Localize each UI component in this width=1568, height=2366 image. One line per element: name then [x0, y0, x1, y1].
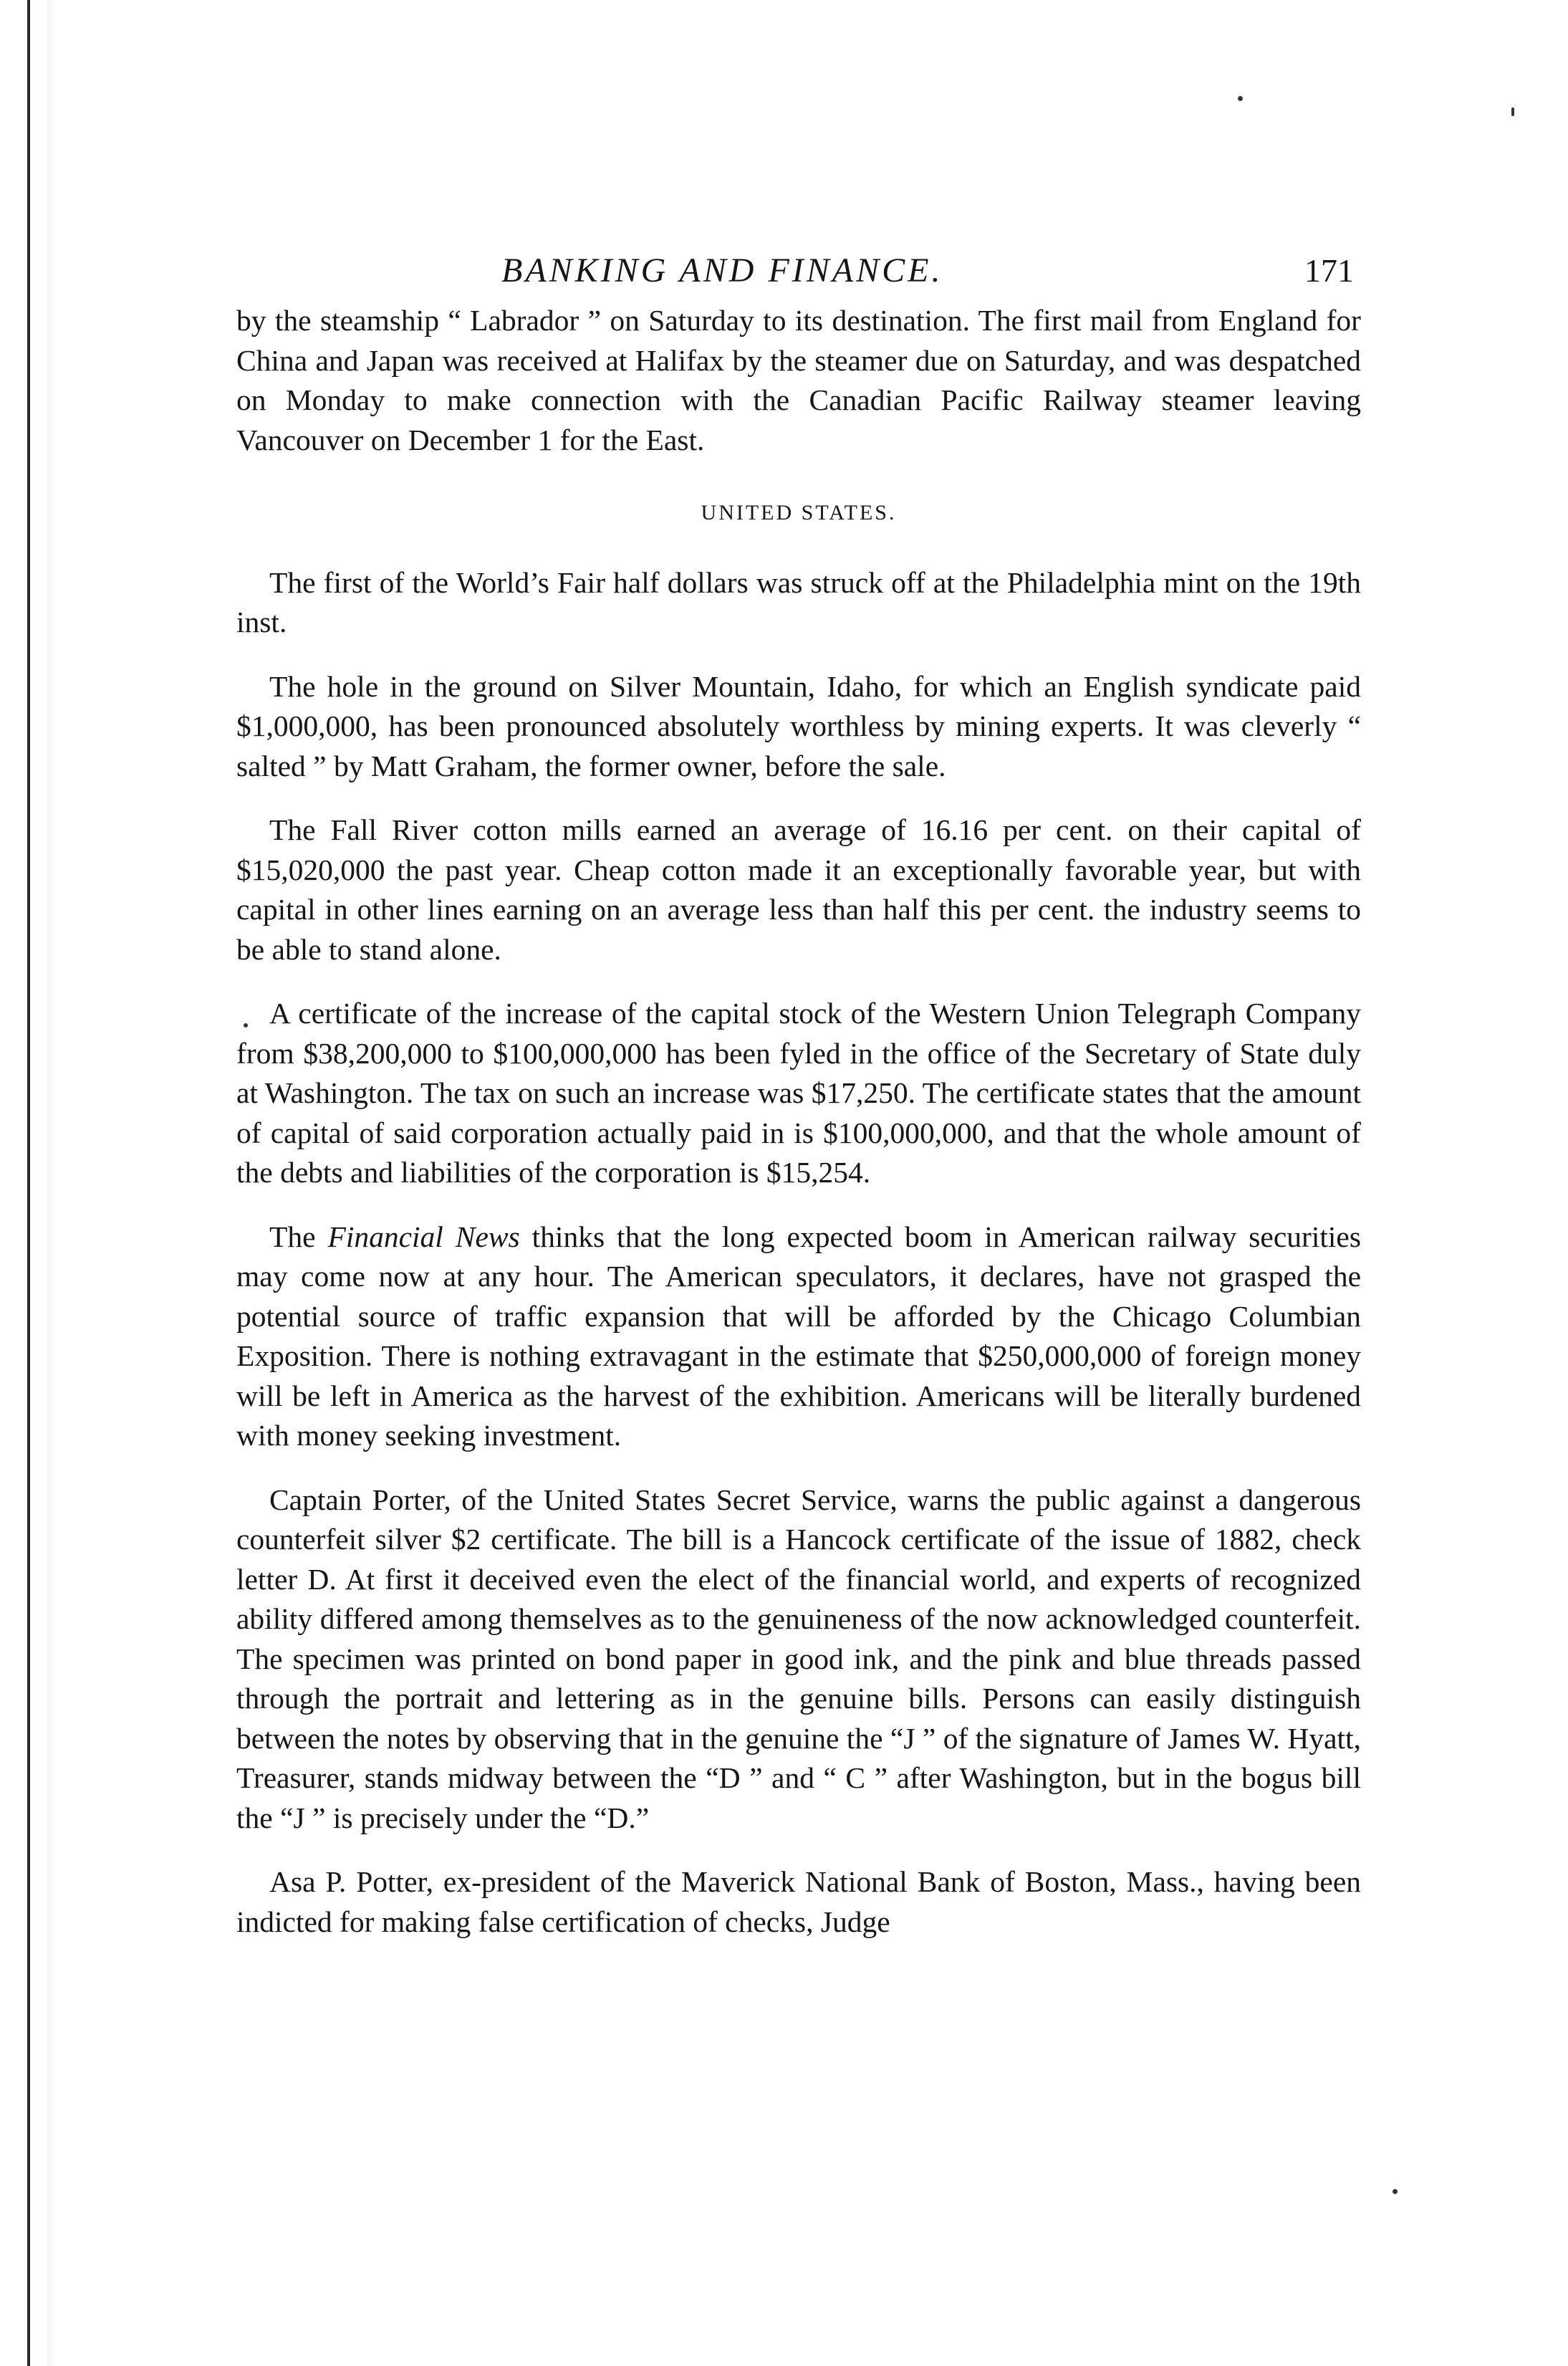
dust-speck — [1238, 96, 1243, 101]
running-head — [236, 242, 1368, 300]
binding-shadow — [47, 0, 54, 2366]
body-text — [236, 301, 1361, 1942]
dust-speck — [1393, 2189, 1398, 2194]
paragraph-western-union: A certificate of the increase of the capital stock of the Western Union Telegraph Company from $38,200,000 to $100,000,000 has been fyled in the office of the Secretary of State duly at Washington. The tax on such an increase was $17,250. The certificate states that the amount of capital of said corporation actually paid in is $100,000,000, and that the whole amount of the debts and liabilities of the corporation is $15,254. — [236, 997, 1361, 1189]
dust-speck — [1511, 107, 1514, 116]
section-heading: UNITED STATES. — [701, 501, 897, 525]
paragraph-continued: by the steamship “ Labrador ” on Saturday to its destination. The first mail from England for China and Japan was received at Halifax by the steamer due on Saturday, and was despatched on Monday to make connection with the Canadian Pacific Railway steamer leaving Vancouver on December 1 for the East. — [236, 304, 1361, 456]
publication-title: Financial News — [327, 1220, 520, 1253]
paragraph-fall-river: The Fall River cotton mills earned an average of 16.16 per cent. on their capital of $15,020,000 the past year. Cheap cotton made it an exceptionally favorable year, but with capital in other lines earning on an average less than half this per cent. the industry seems to be able to stand alone. — [236, 813, 1361, 966]
paragraph-counterfeit: Captain Porter, of the United States Secret Service, warns the public against a dangerous counterfeit silver $2 certificate. The bill is a Hancock certificate of the issue of 1882, check letter D. At first it deceived even the elect of the financial world, and experts of recognized ability differed among themselves as to the genuineness of the now acknowledged counterfeit. The specimen was printed on bond paper in good ink, and the pink and blue threads passed through the portrait and lettering as in the genuine bills. Persons can easily distinguish between the notes by observing that in the genuine the “J ” of the signature of James W. Hyatt, Treasurer, stands midway between the “D ” and “ C ” after Washington, but in the bogus bill the “J ” is precisely under the “D.” — [236, 1483, 1361, 1834]
paragraph-worlds-fair: The first of the World’s Fair half dollars was struck off at the Philadelphia mint on the 19th inst. — [236, 565, 1361, 638]
paragraph-silver-mountain: The hole in the ground on Silver Mountain, Idaho, for which an English syndicate paid $1,000,000, has been pronounced absolutely worthless by mining experts. It was cleverly “ salted ” by Matt Graham, the former owner, before the sale. — [236, 669, 1361, 782]
page-number: 171 — [1304, 252, 1354, 289]
binding-edge-line — [27, 0, 30, 2366]
paragraph-financial-news-lead: The — [269, 1220, 328, 1253]
paragraph-potter: Asa P. Potter, ex-president of the Maverick National Bank of Boston, Mass., having been indicted for making false certification of checks, Judge — [236, 1865, 1361, 1938]
paragraph-financial-news-body: thinks that the long expected boom in American railway securities may come now at any hour. The American speculators, it declares, have not grasped the potential source of traffic expansion that will be afforded by the Chicago Columbian Exposition. There is nothing extravagant in the estimate that $250,000,000 of foreign money will be left in America as the harvest of the exhibition. Americans will be literally burdened with money seeking investment. — [236, 1220, 1361, 1452]
paragraph-financial-news — [236, 1217, 1361, 1456]
binding-gutter — [0, 0, 56, 2366]
running-title: BANKING AND FINANCE. — [501, 252, 943, 289]
